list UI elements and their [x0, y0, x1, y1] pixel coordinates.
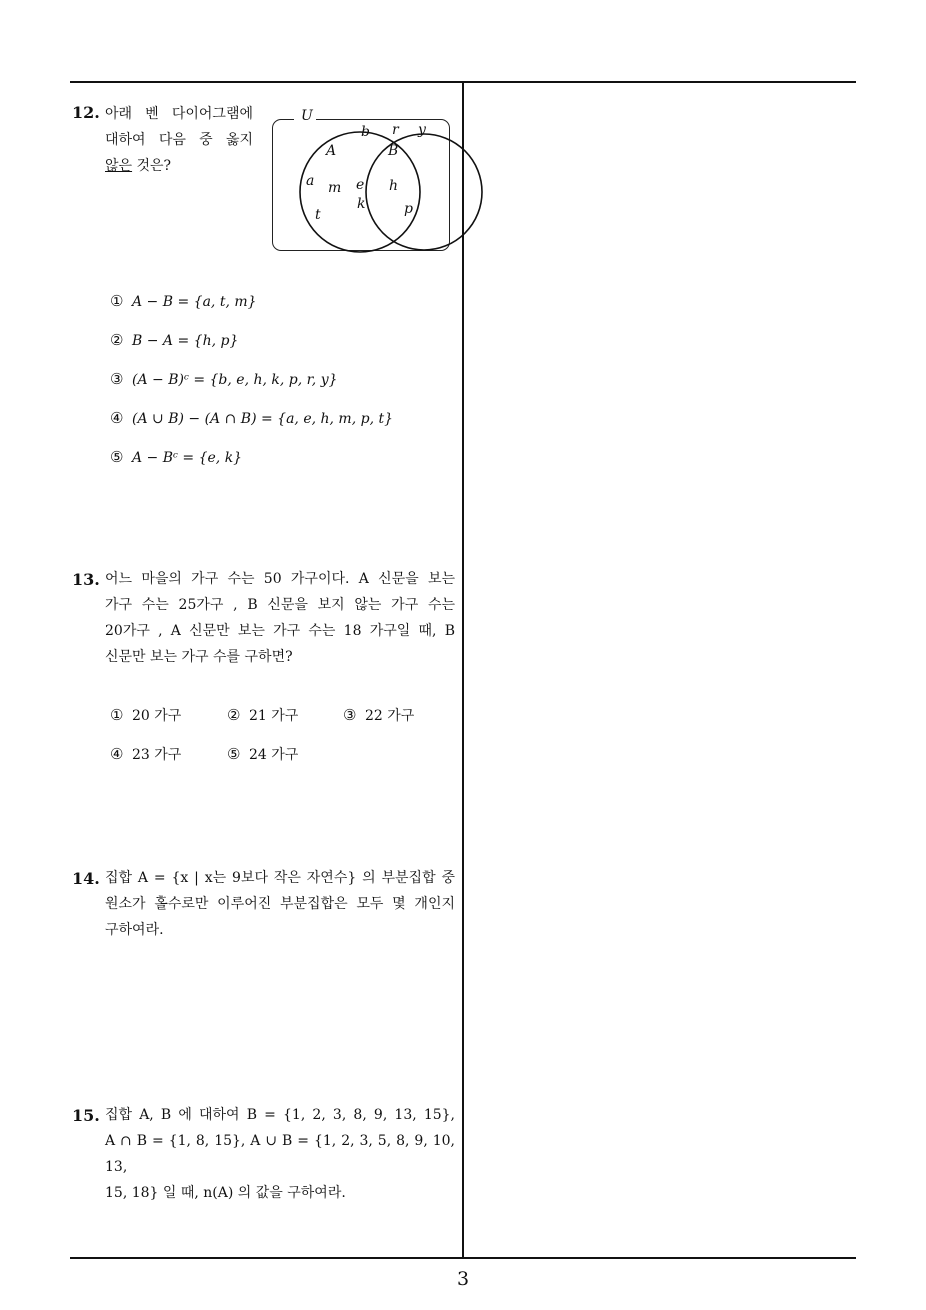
- question-12-number: 12.: [72, 103, 100, 122]
- venn-outside-b: b: [361, 124, 370, 140]
- question-15-line-2: A ∩ B = {1, 8, 15}, A ∪ B = {1, 2, 3, 5, 8, 9, 10, 13,: [105, 1133, 455, 1175]
- column-divider: [462, 82, 464, 1258]
- question-12-choice-4[interactable]: ④ (A ∪ B) − (A ∩ B) = {a, e, h, m, p, t}: [110, 409, 393, 427]
- question-14-number: 14.: [72, 869, 100, 888]
- question-12-line-3-rest: 것은?: [132, 158, 172, 174]
- question-13-number: 13.: [72, 570, 100, 589]
- question-13-choice-4[interactable]: ④ 23 가구: [110, 745, 182, 763]
- question-13-choice-5[interactable]: ⑤ 24 가구: [227, 745, 299, 763]
- question-12-text: [105, 101, 253, 179]
- question-12-line-2: 대하여 다음 중 옳지: [105, 132, 253, 148]
- page-number: 3: [456, 1268, 470, 1290]
- question-14-line-3: 구하여라.: [105, 922, 164, 938]
- question-13-line-3: 20가구 , A 신문만 보는 가구 수는 18 가구일 때, B: [105, 623, 455, 639]
- question-12-choice-3[interactable]: ③ (A − B)ᶜ = {b, e, h, k, p, r, y}: [110, 370, 338, 388]
- venn-element-p: p: [404, 201, 413, 217]
- venn-circle-b: [366, 134, 482, 250]
- question-12-line-1: 아래 벤 다이어그램에: [105, 106, 253, 122]
- venn-element-t: t: [315, 207, 321, 223]
- question-13-line-4: 신문만 보는 가구 수를 구하면?: [105, 649, 293, 665]
- venn-outside-y: y: [418, 122, 426, 138]
- question-13-choice-2[interactable]: ② 21 가구: [227, 706, 299, 724]
- question-14-line-2: 원소가 홀수로만 이루어진 부분집합은 모두 몇 개인지: [105, 896, 455, 912]
- question-15-line-3: 15, 18} 일 때, n(A) 의 값을 구하여라.: [105, 1185, 346, 1201]
- question-12-choice-5[interactable]: ⑤ A − Bᶜ = {e, k}: [110, 448, 243, 466]
- venn-element-h: h: [389, 178, 399, 194]
- venn-element-m: m: [328, 180, 342, 196]
- question-12-underlined: 않은: [105, 158, 133, 174]
- question-12-choice-2[interactable]: ② B − A = {h, p}: [110, 331, 239, 349]
- question-13-line-1: 어느 마을의 가구 수는 50 가구이다. A 신문을 보는: [105, 571, 455, 587]
- question-15-line-1: 집합 A, B 에 대하여 B = {1, 2, 3, 8, 9, 13, 15},: [105, 1107, 455, 1123]
- question-13-text: [105, 566, 455, 670]
- venn-element-e: e: [356, 177, 365, 193]
- question-15-number: 15.: [72, 1106, 100, 1125]
- question-14-line-1: 집합 A = {x | x는 9보다 작은 자연수} 의 부분집합 중: [105, 870, 455, 886]
- question-12-line-3: [105, 153, 253, 179]
- question-13-choice-1[interactable]: ① 20 가구: [110, 706, 182, 724]
- question-13-line-2: 가구 수는 25가구 , B 신문을 보지 않는 가구 수는: [105, 597, 455, 613]
- question-14-text: [105, 865, 455, 943]
- venn-set-b-label: B: [388, 143, 399, 159]
- venn-outside-r: r: [392, 122, 399, 138]
- question-13-choice-3[interactable]: ③ 22 가구: [343, 706, 415, 724]
- universe-label: U: [301, 108, 313, 124]
- question-12-choice-1[interactable]: ① A − B = {a, t, m}: [110, 292, 257, 310]
- venn-element-a: a: [306, 173, 315, 189]
- bottom-rule: [70, 1257, 856, 1259]
- venn-set-a-label: A: [326, 143, 337, 159]
- question-15-text: [105, 1102, 455, 1206]
- venn-element-k: k: [357, 196, 366, 212]
